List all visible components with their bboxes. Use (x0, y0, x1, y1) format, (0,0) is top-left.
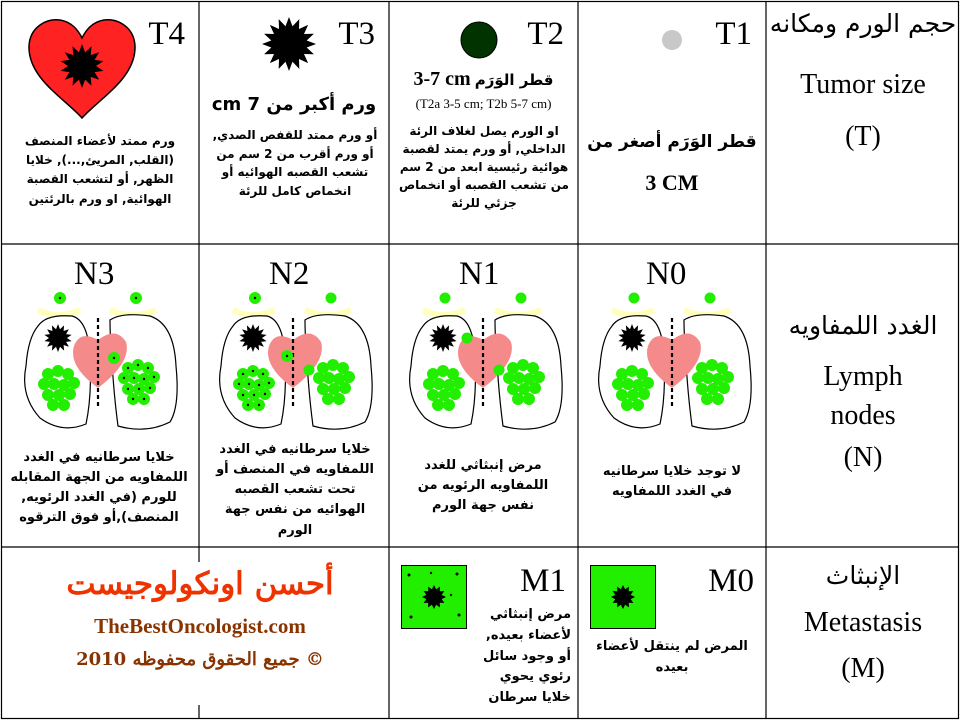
header-lymph-code: (N) (843, 441, 883, 473)
t3-cell (199, 0, 389, 244)
t1-size: 3 CM (645, 170, 699, 195)
branding (20, 566, 380, 670)
header-tumor-ar: حجم الورم ومكانه (769, 9, 957, 38)
row-header-metastasis (768, 560, 958, 685)
t2-code: T2 (527, 16, 564, 52)
header-lymph-ar: الغدد اللمفاويه (788, 311, 938, 340)
t4-code: T4 (148, 16, 185, 52)
t1-code: T1 (715, 16, 752, 52)
n1-cell (389, 244, 578, 547)
t2-desc: او الورم يصل لغلاف الرئة الداخلي, أو ورم يمتد لقصبة هوائية رئيسية ابعد من 2 سم من تشعب القصبه أو انخماص جزئي للرئة (399, 124, 569, 210)
heart-tumor-icon (26, 18, 138, 120)
t1-cell (578, 0, 766, 244)
tumor-large-icon (261, 16, 317, 72)
header-tumor-en: Tumor size (800, 69, 926, 101)
n3-code: N3 (74, 256, 115, 292)
n0-cell (578, 244, 766, 547)
n1-desc: مرض إنبثاثي للغدد اللمفاويه الرئويه من نفس جهة الورم (417, 458, 549, 514)
m0-organ-icon (590, 565, 656, 629)
t2-size: 3-7 cm (413, 68, 471, 90)
n3-cell (0, 244, 199, 547)
brand-site[interactable]: TheBestOncologist.com (94, 614, 306, 638)
n2-cell (199, 244, 389, 547)
brand-copyright: © جميع الحقوق محفوظه 2010 (76, 649, 324, 670)
m0-code: M0 (708, 563, 754, 599)
n1-lung-diagram (395, 286, 573, 436)
t4-desc: ورم ممتد لأعضاء المنصف (القلب, المريئ,...), خلايا الظهر, أو لتشعب القصبة الهوائية, او ورم بالرئتين (24, 134, 176, 206)
m0-desc: المرض لم ينتقل لأعضاء بعيده (596, 639, 748, 675)
n2-desc: خلايا سرطانيه في الغدد اللمفاويه في المنصف أو تحت تشعب القصبه الهوائيه من نفس جهة الورم (216, 442, 374, 538)
n2-lung-diagram (205, 286, 383, 436)
n0-lung-diagram (584, 286, 762, 436)
t3-code: T3 (338, 16, 375, 52)
n0-code: N0 (646, 256, 687, 292)
tumor-medium-icon (459, 20, 499, 60)
m1-desc-text: مرض إنبثاثي لأعضاء بعيده, أو وجود سائل رئوي يحوي خلايا سرطان (482, 607, 571, 706)
t2-size-line (393, 68, 574, 91)
t3-desc: أو ورم ممتد للقفص الصدي, أو ورم أقرب من 2 سم من تشعب القصبه الهوائيه أو انخماص كامل للرئة (212, 128, 378, 198)
row-header-lymph (768, 310, 958, 474)
m1-code: M1 (520, 563, 566, 599)
row-header-tumor (768, 8, 958, 153)
n0-desc: لا توجد خلايا سرطانيه في الغدد اللمفاويه (602, 464, 742, 500)
brand-name: أحسن اونكولوجيست (66, 566, 334, 602)
header-lymph-en: Lymph nodes (823, 361, 903, 432)
header-metastasis-en: Metastasis (803, 607, 923, 639)
t2-cell (389, 0, 578, 244)
n3-desc: خلايا سرطانيه في الغدد اللمفاويه من الجهة المقابله للورم (في الغدد الرئويه, المنصف),أو فوق الترقوه (10, 450, 188, 526)
n1-code: N1 (459, 256, 500, 292)
n3-lung-diagram (10, 286, 188, 436)
header-metastasis-ar: الإنبثاث (825, 561, 901, 590)
header-tumor-code: (T) (845, 121, 881, 153)
n2-code: N2 (269, 256, 310, 292)
t2-subclass: (T2a 3-5 cm; T2b 5-7 cm) (415, 96, 552, 111)
t3-size: ورم أكبر من 7 cm (211, 94, 377, 115)
t1-desc: قطر الوَرَم أصغر من (587, 132, 757, 152)
tumor-small-icon (660, 28, 684, 52)
m1-desc (397, 605, 571, 709)
m1-cell (389, 547, 578, 720)
header-metastasis-code: (M) (841, 653, 885, 685)
t2-size-label: قطر الوَرَم (474, 71, 554, 89)
m0-cell (578, 547, 766, 720)
t4-cell (0, 0, 199, 244)
